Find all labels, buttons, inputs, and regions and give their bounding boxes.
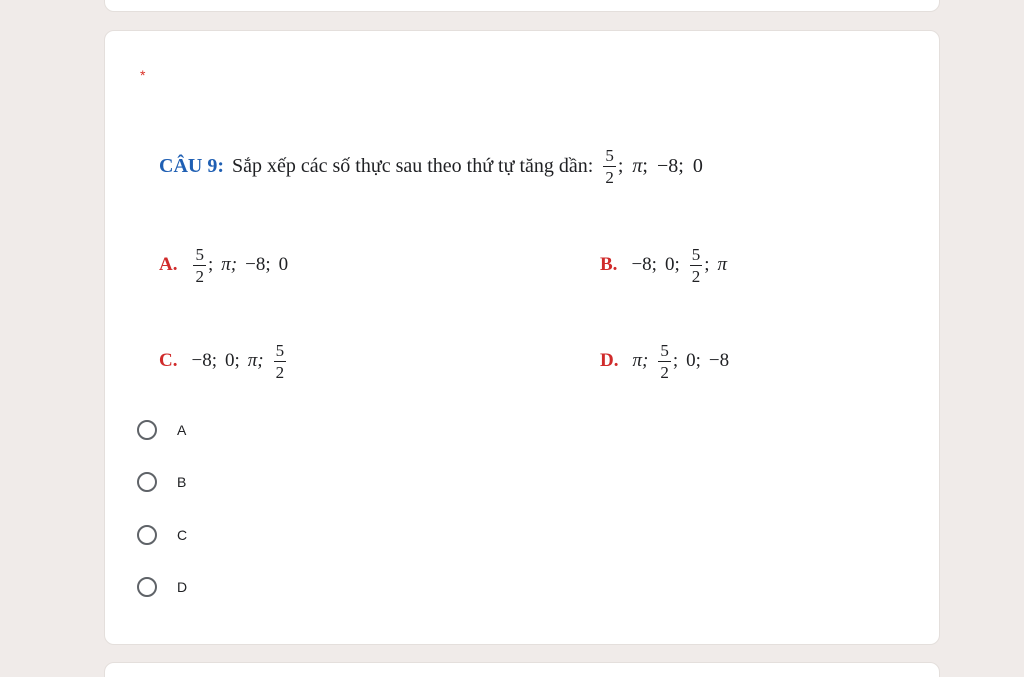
option-letter: B. [600, 254, 618, 275]
fraction-five-halves: $\frac{5}{2}$ [660, 340, 669, 382]
choice-d[interactable] [137, 577, 187, 597]
required-marker: * [140, 67, 146, 83]
choice-label[interactable]: B [177, 474, 187, 490]
option-d-text: D. π; $\frac{5}{2}$ ; 0; −8 [600, 340, 730, 382]
radio-button-b[interactable] [137, 472, 157, 492]
radio-button-d[interactable] [137, 577, 157, 597]
question-card [104, 30, 940, 645]
option-letter: C. [159, 350, 178, 371]
question-expression: $\frac{5}{2}$ ; π; −8; 0 [605, 145, 703, 187]
option-a-text: A. $\frac{5}{2}$ ; π; −8; 0 [159, 244, 289, 286]
previous-question-card [104, 0, 940, 12]
option-b-text: B. −8; 0; $\frac{5}{2}$ ; π [600, 244, 728, 286]
choice-c[interactable] [137, 525, 187, 545]
radio-button-c[interactable] [137, 525, 157, 545]
fraction-five-halves: $\frac{5}{2}$ [605, 145, 614, 187]
choice-a[interactable] [137, 420, 186, 440]
question-body: Sắp xếp các số thực sau theo thứ tự tăng dần: [232, 154, 594, 177]
fraction-five-halves: $\frac{5}{2}$ [275, 340, 285, 382]
question-number: CÂU 9: [159, 154, 224, 177]
fraction-five-halves: $\frac{5}{2}$ [691, 244, 701, 286]
fraction-five-halves: $\frac{5}{2}$ [195, 244, 204, 286]
option-letter: D. [600, 350, 619, 371]
option-letter: A. [159, 254, 178, 275]
option-c-text: C. −8; 0; π; $\frac{5}{2}$ [159, 340, 285, 382]
choice-label[interactable]: D [177, 579, 188, 595]
choice-label[interactable]: C [177, 527, 188, 543]
question-text [159, 137, 703, 195]
choice-b[interactable] [137, 472, 186, 492]
choice-label[interactable]: A [177, 422, 187, 438]
radio-button-a[interactable] [137, 420, 157, 440]
next-question-card [104, 662, 940, 677]
